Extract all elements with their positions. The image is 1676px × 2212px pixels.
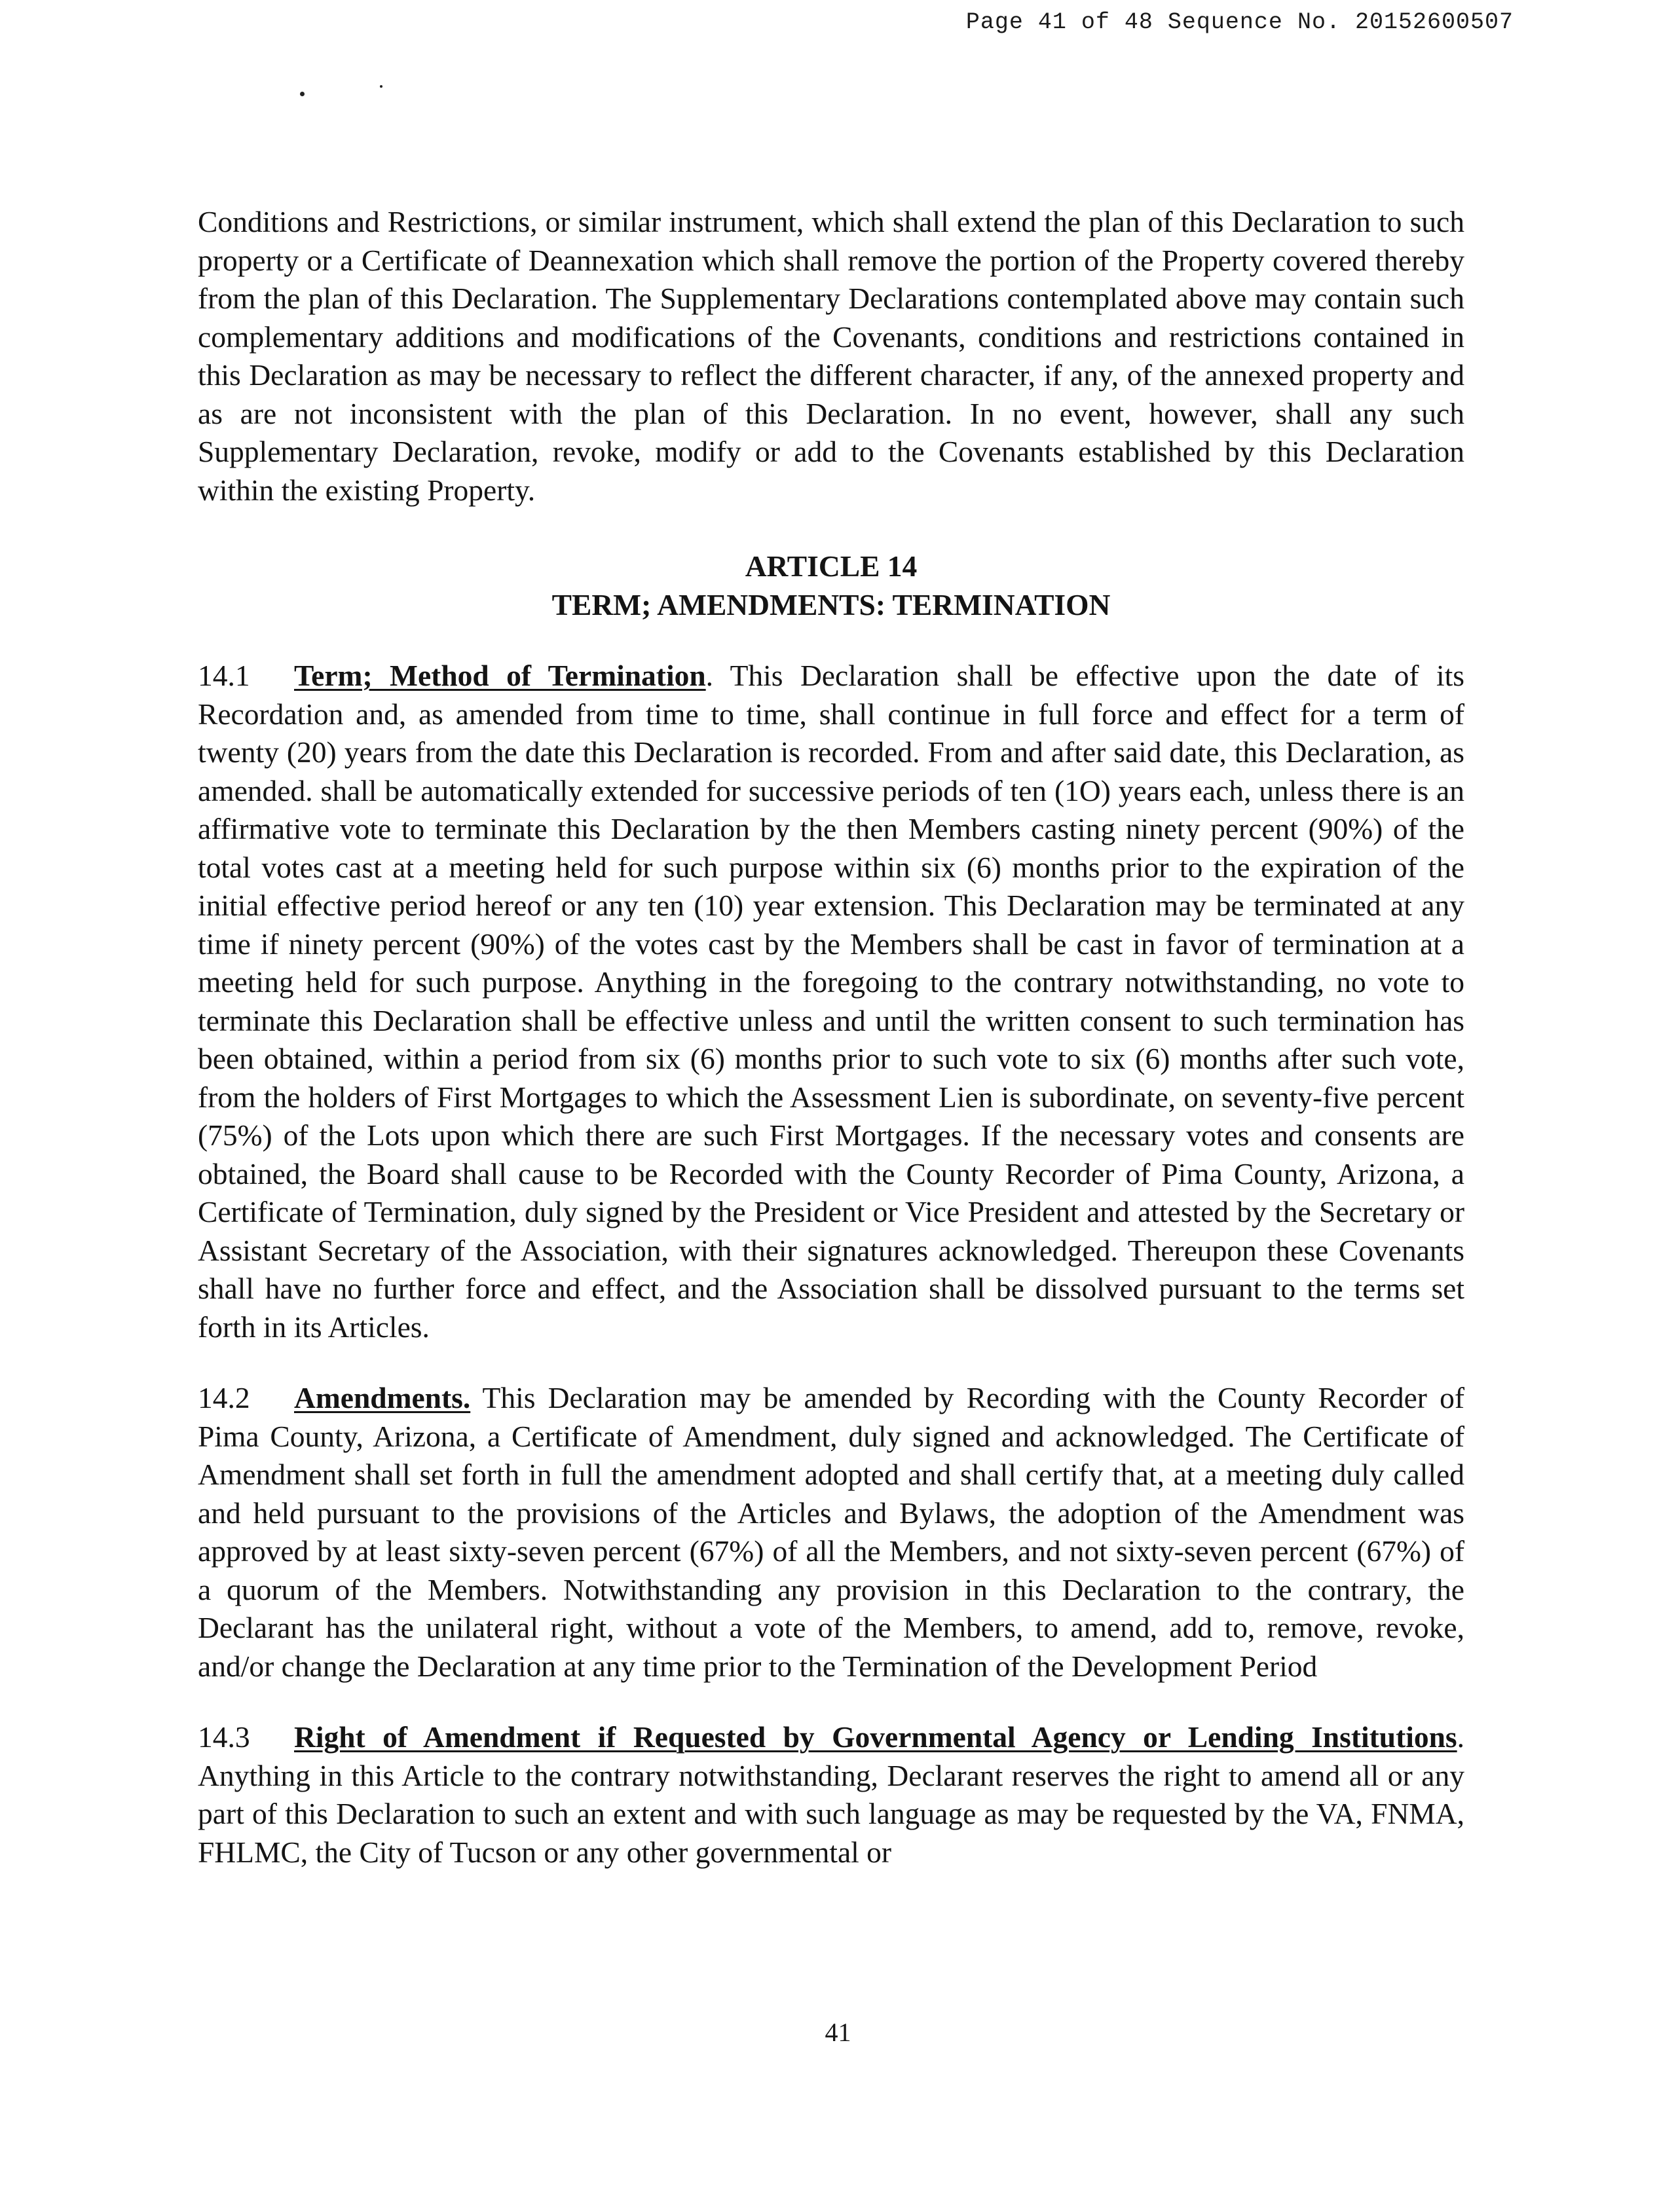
section-title-punct: . [705, 659, 714, 692]
section-text: This Declaration may be amended by Recording with the County Recorder of Pima County, Arizona, a Certificate of Amendment, duly signed and acknowledged. The Certificate of Amendment shall set forth in full the amendment adopted and shall certify that, at a meeting duly called and held pursuant to the provisions of the Articles and Bylaws, the adoption of the Amendment was approved by at least sixty-seven percent (67%) of all the Members, and not sixty-seven percent (67%) of a quorum of the Members. Notwithstanding any provision in this Declaration to the contrary, the Declarant has the unilateral right, without a vote of the Members, to amend, add to, remove, revoke, and/or change the Declaration at any time prior to the Termination of the Development Period [198, 1381, 1464, 1683]
continuation-paragraph: Conditions and Restrictions, or similar instrument, which shall extend the plan of this Declaration to such property or a Certificate of Deannexation which shall remove the portion of the Property covered thereby from the plan of this Declaration. The Supplementary Declarations contemplated above may contain such complementary additions and modifications of the Covenants, conditions and restrictions contained in this Declaration as may be necessary to reflect the different character, if any, of the annexed property and as are not inconsistent with the plan of this Declaration. In no event, however, shall any such Supplementary Declaration, revoke, modify or add to the Covenants established by this Declaration within the existing Property. [198, 205, 1464, 507]
article-title: TERM; AMENDMENTS: TERMINATION [551, 587, 1111, 621]
section-number: 14.3 [198, 1720, 250, 1754]
section-number: 14.2 [198, 1381, 250, 1414]
scan-speck [380, 85, 382, 88]
section-14-3 [198, 1718, 1464, 1871]
page-header-stamp: Page 41 of 48 Sequence No. 20152600507 [965, 9, 1514, 35]
section-title: Amendments. [294, 1381, 471, 1414]
section-text: Anything in this Article to the contrary notwithstanding, Declarant reserves the right to amend all or any part of this Declaration to such an extent and with such language as may be requested by the VA, FNMA, FHLMC, the City of Tucson or any other governmental or [198, 1758, 1464, 1869]
section-title: Right of Amendment if Requested by Governmental Agency or Lending Institutions [294, 1720, 1457, 1754]
section-number: 14.1 [198, 659, 250, 692]
section-14-2 [198, 1379, 1464, 1686]
article-number: ARTICLE 14 [745, 549, 918, 583]
section-title: Term; Method of Termination [294, 659, 706, 692]
article-heading [198, 547, 1464, 624]
section-title-punct: . [1457, 1720, 1464, 1754]
page-number: 41 [825, 2018, 851, 2047]
section-text: This Declaration shall be effective upon the date of its Recordation and, as amended from time to time, shall continue in full force and effect for a term of twenty (20) years from the date this Declaration is recorded. From and after said date, this Declaration, as amended. shall be automatically extended for successive periods of ten (1O) years each, unless there is an affirmative vote to terminate this Declaration by the then Members casting ninety percent (90%) of the total votes cast at a meeting held for such purpose within six (6) months prior to the expiration of the initial effective period hereof or any ten (10) year extension. This Declaration may be terminated at any time if ninety percent (90%) of the votes cast by the Members shall be cast in favor of termination at a meeting held for such purpose. Anything in the foregoing to the contrary notwithstanding, no vote to terminate this Declaration shall be effective unless and until the written consent to such termination has been obtained, within a period from six (6) months prior to such vote to six (6) months after such vote, from the holders of First Mortgages to which the Assessment Lien is subordinate, on seventy-five percent (75%) of the Lots upon which there are such First Mortgages. If the necessary votes and consents are obtained, the Board shall cause to be Recorded with the County Recorder of Pima County, Arizona, a Certificate of Termination, duly signed by the President or Vice President and attested by the Secretary or Assistant Secretary of the Association, with their signatures acknowledged. Thereupon these Covenants shall have no further force and effect, and the Association shall be dissolved pursuant to the terms set forth in its Articles. [198, 659, 1465, 1344]
scan-speck [300, 92, 305, 96]
section-14-1 [198, 657, 1464, 1346]
document-body [198, 203, 1464, 1871]
